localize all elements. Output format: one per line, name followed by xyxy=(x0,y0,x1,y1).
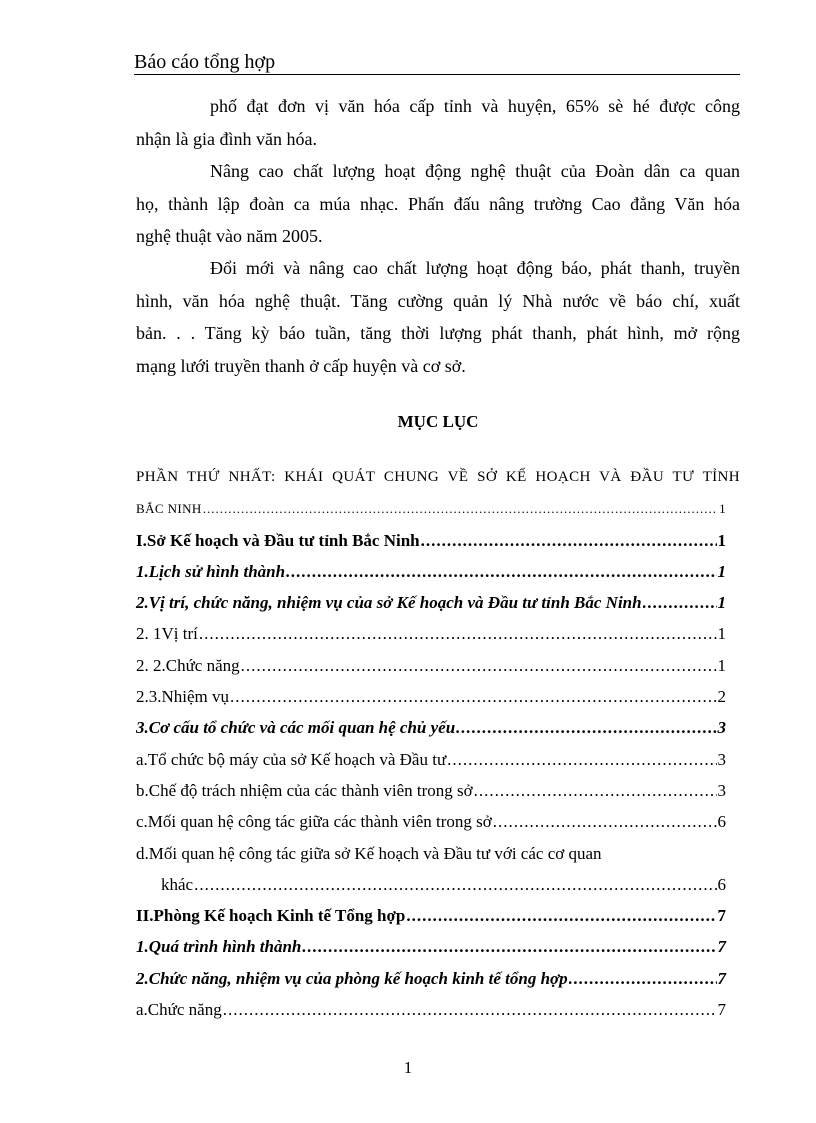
toc-part-heading[interactable] xyxy=(136,462,740,493)
toc-leader xyxy=(447,744,716,775)
toc-leader xyxy=(199,618,717,649)
toc-entry-page: 3 xyxy=(717,780,726,800)
toc-entry[interactable] xyxy=(136,994,726,1025)
toc-entry[interactable] xyxy=(136,931,726,962)
toc-leader xyxy=(493,806,717,837)
toc-entry[interactable] xyxy=(136,587,726,618)
paragraph-2 xyxy=(136,155,740,253)
toc-entry-page: 1 xyxy=(719,501,726,517)
toc-entry-label: 3.Cơ cấu tổ chức và các mối quan hệ chủ yếu xyxy=(136,718,456,738)
toc-entry-label: b.Chế độ trách nhiệm của các thành viên trong sở xyxy=(136,780,473,800)
toc-entry-page: 6 xyxy=(717,812,726,832)
toc-entry[interactable] xyxy=(136,556,726,587)
toc-leader xyxy=(643,587,717,618)
paragraph-line: Đổi mới và nâng cao chất lượng hoạt động báo, phát thanh, truyền xyxy=(210,258,740,278)
page-number: 1 xyxy=(403,1058,413,1077)
toc-entry[interactable] xyxy=(136,681,726,712)
paragraph-line: phố đạt đơn vị văn hóa cấp tỉnh và huyện, 65% sè hé được công xyxy=(210,96,740,116)
toc-entry[interactable] xyxy=(136,775,726,806)
toc-leader xyxy=(286,556,716,587)
toc-entry-label: 2. 2.Chức năng xyxy=(136,655,240,675)
paragraph-line: mạng lưới truyền thanh ở cấp huyện và cơ sở. xyxy=(136,355,466,376)
toc-entry-label: I.Sở Kế hoạch và Đầu tư tỉnh Bắc Ninh xyxy=(136,530,420,550)
toc-entry-page: 1 xyxy=(717,593,726,613)
toc-entry[interactable] xyxy=(136,900,726,931)
toc-leader xyxy=(203,493,718,524)
toc-title: MỤC LỤC xyxy=(397,412,479,431)
toc-leader xyxy=(302,931,716,962)
toc-entry-page: 6 xyxy=(717,874,726,894)
toc-leader xyxy=(223,994,717,1025)
header-title: Báo cáo tổng hợp xyxy=(134,51,276,73)
toc-leader xyxy=(406,900,716,931)
toc-entry[interactable] xyxy=(136,838,726,869)
toc-entry[interactable] xyxy=(136,525,726,556)
toc-entry-label: 2.Chức năng, nhiệm vụ của phòng kế hoạch kinh tế tổng hợp xyxy=(136,968,568,988)
toc-leader xyxy=(456,712,716,743)
toc-entry-label: BẮC NINH xyxy=(136,501,202,517)
toc-entry-page: 7 xyxy=(717,937,726,957)
toc-leader xyxy=(474,775,717,806)
toc-leader xyxy=(194,869,716,900)
paragraph-line: nghệ thuật vào năm 2005. xyxy=(136,226,323,246)
toc-entry-label: d.Mối quan hệ công tác giữa sở Kế hoạch và Đầu tư với các cơ quan xyxy=(136,843,602,863)
paragraph-line: hình, văn hóa nghệ thuật. Tăng cường quản lý Nhà nước về báo chí, xuất xyxy=(136,290,740,311)
toc-entry[interactable] xyxy=(136,869,726,900)
toc-entry-page: 7 xyxy=(717,906,726,926)
toc-entry-label: a.Tổ chức bộ máy của sở Kế hoạch và Đầu tư xyxy=(136,749,447,769)
toc-entry-page: 1 xyxy=(717,561,726,581)
toc-part-label: PHẦN THỨ NHẤT: KHÁI QUÁT CHUNG VỀ SỞ KẾ HOẠCH VÀ ĐẦU TƯ TỈNH xyxy=(136,469,740,485)
toc-entry-label: c.Mối quan hệ công tác giữa các thành viên trong sở xyxy=(136,812,492,832)
paragraph-line: Nâng cao chất lượng hoạt động nghệ thuật của Đoàn dân ca quan xyxy=(210,161,740,181)
toc-entry-label: 2. 1Vị trí xyxy=(136,624,198,644)
toc-entry-label: 2.3.Nhiệm vụ xyxy=(136,687,230,707)
toc-entry-page: 7 xyxy=(717,1000,726,1020)
toc-entry-page: 1 xyxy=(717,655,726,675)
toc-entry[interactable] xyxy=(136,493,726,524)
toc-entry[interactable] xyxy=(136,806,726,837)
toc-entry[interactable] xyxy=(136,650,726,681)
paragraph-line: nhận là gia đình văn hóa. xyxy=(136,128,317,149)
toc-entry-label: II.Phòng Kế hoạch Kinh tế Tổng hợp xyxy=(136,906,406,926)
toc-entry-page: 1 xyxy=(717,530,726,550)
table-of-contents xyxy=(136,462,740,1025)
paragraph-line: bản. . . Tăng kỳ báo tuần, tăng thời lượng phát thanh, phát hình, mở rộng xyxy=(136,323,740,343)
toc-entry[interactable] xyxy=(136,618,726,649)
toc-entry-page: 7 xyxy=(717,968,726,988)
toc-leader xyxy=(421,525,717,556)
page-header xyxy=(134,50,740,75)
toc-entry-page: 3 xyxy=(717,749,726,769)
toc-entry-label: khác xyxy=(161,874,194,894)
toc-entry[interactable] xyxy=(136,744,726,775)
toc-entry-label: 2.Vị trí, chức năng, nhiệm vụ của sở Kế hoạch và Đầu tư tỉnh Bắc Ninh xyxy=(136,593,642,613)
toc-entry-label: 1.Quá trình hình thành xyxy=(136,937,302,957)
toc-leader xyxy=(230,681,716,712)
toc-entry[interactable] xyxy=(136,963,726,994)
toc-entry-page: 3 xyxy=(717,718,726,738)
toc-leader xyxy=(569,963,717,994)
paragraph-line: họ, thành lập đoàn ca múa nhạc. Phấn đấu nâng trường Cao đẳng Văn hóa xyxy=(136,193,740,214)
paragraph-1 xyxy=(136,90,740,155)
toc-entry-page: 2 xyxy=(717,687,726,707)
toc-entry[interactable] xyxy=(136,712,726,743)
toc-entry-label: a.Chức năng xyxy=(136,1000,222,1020)
toc-entry-label: 1.Lịch sử hình thành xyxy=(136,561,286,581)
toc-entry-page: 1 xyxy=(717,624,726,644)
paragraph-3 xyxy=(136,252,740,382)
toc-leader xyxy=(241,650,717,681)
